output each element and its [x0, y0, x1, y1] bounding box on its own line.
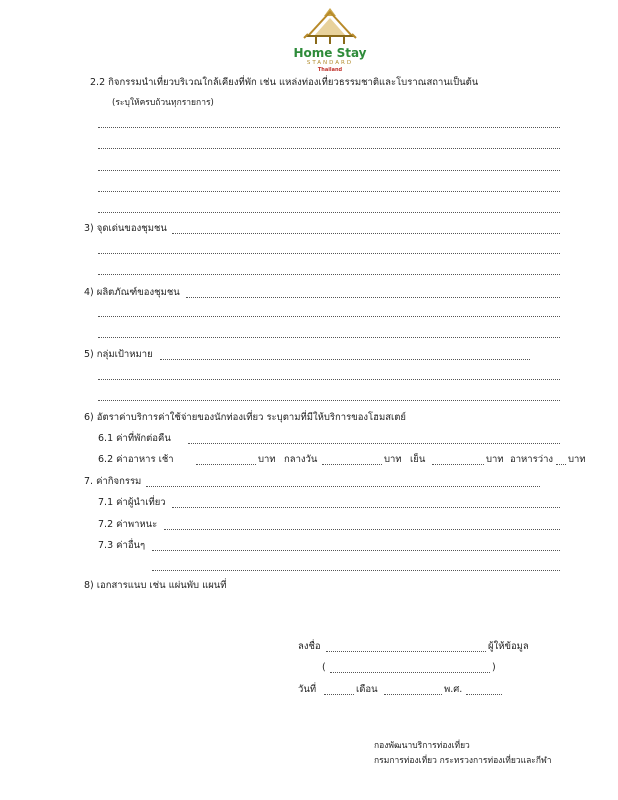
section-4-label: 4) ผลิตภัณฑ์ของชุมชน	[84, 287, 180, 298]
fill-line[interactable]	[98, 337, 560, 338]
sign-label: ลงชื่อ	[298, 641, 321, 652]
fill-line[interactable]	[146, 486, 540, 487]
logo-country: Thailand	[317, 67, 343, 73]
fill-line[interactable]	[98, 191, 560, 192]
footer-division: กองพัฒนาบริการท่องเที่ยว	[374, 741, 470, 751]
section-6-1-label: 6.1 ค่าที่พักต่อคืน	[98, 433, 171, 444]
month-fill[interactable]	[384, 694, 442, 695]
breakfast-fill[interactable]	[196, 464, 256, 465]
fill-line[interactable]	[188, 443, 560, 444]
fill-line[interactable]	[98, 316, 560, 317]
lunch-label: กลางวัน	[284, 454, 318, 465]
section-7-1-label: 7.1 ค่าผู้นำเที่ยว	[98, 497, 166, 508]
paren-open: (	[322, 662, 326, 673]
date-day-label: วันที่	[298, 684, 317, 695]
baht-label: บาท	[258, 454, 276, 465]
logo-subtitle: STANDARD	[306, 60, 354, 66]
section-8-label: 8) เอกสารแนบ เช่น แผ่นพับ แผนที่	[84, 580, 227, 591]
section-7-2-label: 7.2 ค่าพาหนะ	[98, 519, 158, 530]
paren-close: )	[492, 662, 496, 673]
dinner-label: เย็น	[410, 454, 426, 465]
fill-line[interactable]	[98, 253, 560, 254]
fill-line[interactable]	[98, 400, 560, 401]
fill-line[interactable]	[98, 274, 560, 275]
section-6-2-label: 6.2 ค่าอาหาร เช้า	[98, 454, 174, 465]
year-fill[interactable]	[466, 694, 502, 695]
date-year-label: พ.ศ.	[444, 684, 463, 695]
section-2-2-heading: 2.2 กิจกรรมนำเที่ยวบริเวณใกล้เคียงที่พัก เช่น แหล่งท่องเที่ยวธรรมชาติและโบราณสถานเป็นต้น	[90, 77, 479, 88]
section-5-label: 5) กลุ่มเป้าหมาย	[84, 349, 153, 360]
fill-line[interactable]	[172, 233, 560, 234]
date-month-label: เดือน	[356, 684, 378, 695]
day-fill[interactable]	[324, 694, 354, 695]
section-7-heading: 7. ค่ากิจกรรม	[84, 476, 142, 487]
footer-ministry: กรมการท่องเที่ยว กระทรวงการท่องเที่ยวและกีฬา	[374, 756, 552, 766]
informant-label: ผู้ให้ข้อมูล	[488, 641, 529, 652]
lunch-fill[interactable]	[322, 464, 382, 465]
name-fill[interactable]	[330, 672, 490, 673]
dinner-fill[interactable]	[432, 464, 484, 465]
fill-line[interactable]	[186, 297, 560, 298]
fill-line[interactable]	[172, 507, 560, 508]
section-7-3-label: 7.3 ค่าอื่นๆ	[98, 540, 146, 551]
fill-line[interactable]	[152, 550, 560, 551]
signature-fill[interactable]	[326, 651, 486, 652]
section-2-2-note: (ระบุให้ครบถ้วนทุกรายการ)	[112, 98, 214, 108]
logo-title: Home Stay	[293, 46, 367, 60]
section-3-label: 3) จุดเด่นของชุมชน	[84, 223, 167, 234]
homestay-logo	[290, 6, 370, 72]
baht-label: บาท	[568, 454, 586, 465]
snack-label: อาหารว่าง	[510, 454, 554, 465]
fill-line[interactable]	[98, 379, 560, 380]
snack-fill[interactable]	[556, 464, 566, 465]
section-6-heading: 6) อัตราค่าบริการค่าใช้จ่ายของนักท่องเที่ยว ระบุตามที่มีให้บริการของโฮมสเตย์	[84, 412, 406, 423]
baht-label: บาท	[384, 454, 402, 465]
baht-label: บาท	[486, 454, 504, 465]
thai-roof-icon	[290, 6, 370, 46]
fill-line[interactable]	[164, 529, 560, 530]
fill-line[interactable]	[98, 127, 560, 128]
fill-line[interactable]	[98, 170, 560, 171]
fill-line[interactable]	[160, 359, 530, 360]
fill-line[interactable]	[152, 570, 560, 571]
fill-line[interactable]	[98, 212, 560, 213]
fill-line[interactable]	[98, 148, 560, 149]
